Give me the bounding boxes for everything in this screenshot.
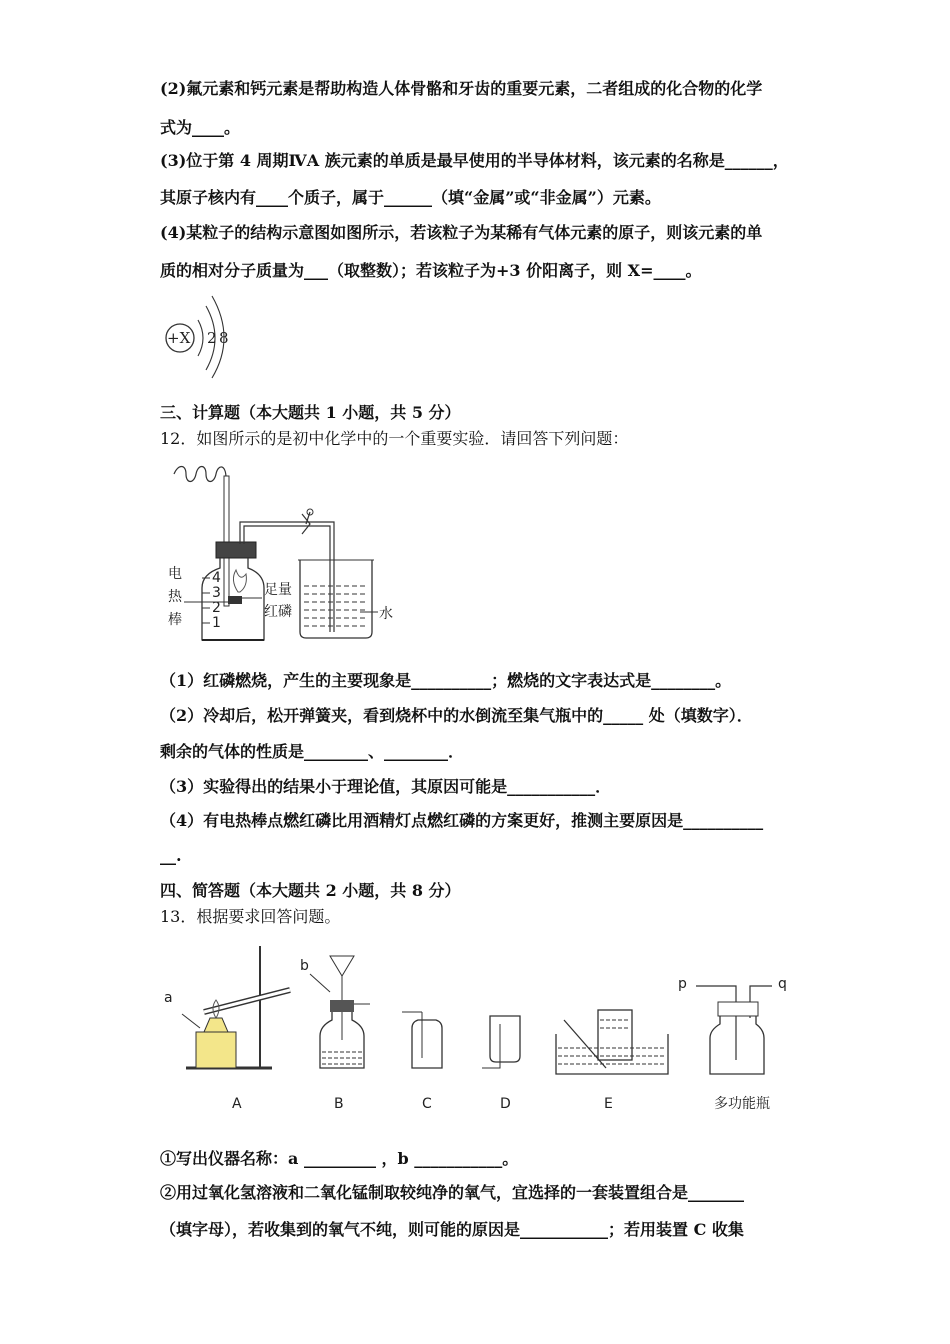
mark-2: 2 <box>212 600 221 616</box>
phosphorus-label-2: 红磷 <box>264 604 292 620</box>
section3-title: 三、计算题（本大题共 1 小题，共 5 分） <box>160 403 461 422</box>
q11-part3-line2: 其原子核内有____个质子，属于______（填“金属”或“非金属”）元素。 <box>160 188 661 207</box>
shell2-electrons: 8 <box>219 329 229 347</box>
caption-E: E <box>604 1096 613 1112</box>
q12-sub2-line2: 剩余的气体的性质是________、________． <box>160 742 465 761</box>
q11-part4-line2: 质的相对分子质量为___（取整数）；若该粒子为+3 价阳离子，则 X=____。 <box>160 261 702 280</box>
q13-sub1: ①写出仪器名称：a _________ ，b ___________。 <box>160 1149 519 1168</box>
caption-B: B <box>334 1096 344 1112</box>
q13-stem: 13．根据要求回答问题。 <box>160 907 341 926</box>
apparatus-figure <box>160 940 800 1120</box>
shell1-electrons: 2 <box>207 329 217 347</box>
mark-1: 1 <box>212 615 221 631</box>
q13-sub2-line1: ②用过氧化氢溶液和二氧化锰制取较纯净的氧气，宜选择的一套装置组合是_______ <box>160 1183 745 1202</box>
caption-D: D <box>500 1096 511 1112</box>
q12-sub3: （3）实验得出的结果小于理论值，其原因可能是___________． <box>160 777 612 796</box>
q12-sub4-line1: （4）有电热棒点燃红磷比用酒精灯点燃红磷的方案更好，推测主要原因是__________ <box>160 811 764 830</box>
mark-3: 3 <box>212 585 221 601</box>
label-q: q <box>778 976 787 992</box>
label-p: p <box>678 976 687 992</box>
nucleus-label: +X <box>167 329 191 347</box>
q12-stem: 12．如图所示的是初中化学中的一个重要实验．请回答下列问题： <box>160 429 629 448</box>
caption-A: A <box>232 1096 242 1112</box>
phosphorus-label-1: 足量 <box>264 582 292 598</box>
q12-sub4-line2: __. <box>160 846 182 865</box>
q11-part4-line1: (4)某粒子的结构示意图如图所示，若该粒子为某稀有气体元素的原子，则该元素的单 <box>160 223 763 242</box>
caption-multi-bottle: 多功能瓶 <box>714 1096 770 1112</box>
rod-label-2: 热 <box>168 589 182 605</box>
q11-part2-line2: 式为____。 <box>160 118 241 137</box>
caption-C: C <box>422 1096 432 1112</box>
q12-sub1: （1）红磷燃烧，产生的主要现象是__________；燃烧的文字表达式是________。 <box>160 671 732 690</box>
mark-4: 4 <box>212 570 221 586</box>
section4-title: 四、简答题（本大题共 2 小题，共 8 分） <box>160 881 461 900</box>
q12-sub2-line1: （2）冷却后，松开弹簧夹，看到烧杯中的水倒流至集气瓶中的_____ 处（填数字）． <box>160 706 753 725</box>
q11-part3-line1: (3)位于第 4 周期ⅣA 族元素的单质是最早使用的半导体材料，该元素的名称是______， <box>160 151 789 170</box>
atom-structure-diagram <box>160 292 240 378</box>
q11-part2-line1: (2)氟元素和钙元素是帮助构造人体骨骼和牙齿的重要元素，二者组成的化合物的化学 <box>160 79 763 98</box>
rod-label-3: 棒 <box>168 612 182 628</box>
water-label: 水 <box>379 606 393 622</box>
phosphorus-experiment-figure <box>160 462 410 647</box>
rod-label-1: 电 <box>168 566 182 582</box>
q13-sub2-line2: （填字母），若收集到的氧气不纯，则可能的原因是___________；若用装置 C 收集 <box>160 1220 744 1239</box>
label-b: b <box>300 958 309 974</box>
label-a: a <box>164 990 173 1006</box>
